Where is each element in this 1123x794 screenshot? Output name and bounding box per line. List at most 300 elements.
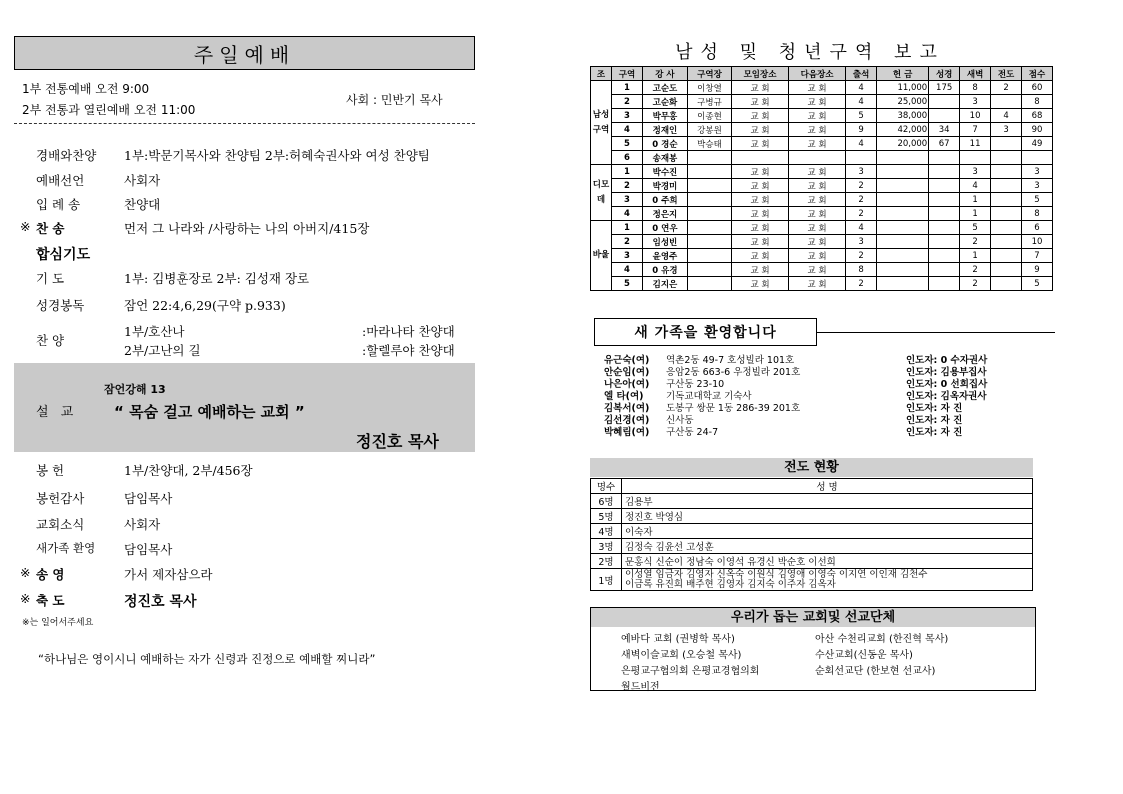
table-cell: 교 회 bbox=[789, 249, 846, 263]
table-cell: 49 bbox=[1022, 137, 1053, 151]
table-row bbox=[591, 193, 1053, 207]
table-row bbox=[591, 109, 1053, 123]
table-cell: 교 회 bbox=[731, 109, 788, 123]
names-line: 김용부 bbox=[625, 497, 653, 508]
sermon-label: 설 교 bbox=[36, 405, 78, 420]
table-cell: 이종현 bbox=[687, 109, 731, 123]
table-cell: 5 bbox=[612, 277, 643, 291]
table-cell: 교 회 bbox=[731, 165, 788, 179]
table-cell: 정은지 bbox=[642, 207, 687, 221]
table-cell bbox=[687, 165, 731, 179]
table-cell: 교 회 bbox=[789, 165, 846, 179]
table-cell: 6 bbox=[612, 151, 643, 165]
family-address: 역촌2동 49-7 호성빌라 101호 bbox=[666, 355, 795, 366]
table-cell bbox=[929, 221, 960, 235]
table-cell: 박무홍 bbox=[642, 109, 687, 123]
table-cell bbox=[877, 277, 929, 291]
report-body bbox=[591, 81, 1053, 291]
evangelism-title: 전도 현황 bbox=[590, 458, 1033, 477]
table-row bbox=[591, 81, 1053, 95]
family-guide: 인도자: 김용부집사 bbox=[906, 367, 987, 378]
table-cell: 4 bbox=[612, 207, 643, 221]
table-cell: 임성빈 bbox=[642, 235, 687, 249]
table-cell: 2 bbox=[612, 95, 643, 109]
table-cell: 박수진 bbox=[642, 165, 687, 179]
table-cell bbox=[991, 221, 1022, 235]
table-cell bbox=[991, 165, 1022, 179]
table-cell bbox=[991, 277, 1022, 291]
sermon-preacher: 정진호 목사 bbox=[356, 432, 439, 451]
table-cell: 2 bbox=[612, 179, 643, 193]
order-value: 1부: 김병훈장로 2부: 김성재 장로 bbox=[124, 271, 310, 286]
order-value: 담임목사 bbox=[124, 542, 173, 557]
table-cell bbox=[877, 235, 929, 249]
table-cell: 교 회 bbox=[789, 263, 846, 277]
table-cell: 4 bbox=[846, 137, 877, 151]
col-header: 구역 bbox=[612, 67, 643, 81]
table-cell: 5 bbox=[1022, 193, 1053, 207]
family-row bbox=[604, 376, 1024, 388]
table-row bbox=[591, 249, 1053, 263]
table-cell: 2 bbox=[846, 179, 877, 193]
table-cell: 교 회 bbox=[789, 109, 846, 123]
service-time-1: 1부 전통예배 오전 9:00 bbox=[22, 82, 150, 96]
district-report-table bbox=[590, 66, 1053, 291]
order-label: 찬 송 bbox=[36, 221, 65, 236]
order-label: 찬 양 bbox=[36, 333, 65, 348]
table-row bbox=[591, 509, 1033, 524]
col-header: 명수 bbox=[591, 479, 622, 494]
divider bbox=[817, 332, 1055, 333]
family-guide: 인도자: 0 선희집사 bbox=[906, 379, 988, 390]
names-line: 이성열 임금자 김영자 신옥숙 이원식 김영애 이영숙 이지연 이인재 김천수 bbox=[625, 569, 928, 580]
table-cell bbox=[929, 165, 960, 179]
table-cell: 고순화 bbox=[642, 95, 687, 109]
table-cell: 68 bbox=[1022, 109, 1053, 123]
table-cell: 구병규 bbox=[687, 95, 731, 109]
col-header: 성경 bbox=[929, 67, 960, 81]
stand-note: ※는 일어서주세요 bbox=[22, 618, 94, 628]
table-cell bbox=[991, 235, 1022, 249]
group-cell: 남성구역 bbox=[591, 81, 612, 165]
col-header: 출석 bbox=[846, 67, 877, 81]
order-value: 잠언 22:4,6,29(구약 p.933) bbox=[124, 298, 286, 313]
table-cell bbox=[929, 151, 960, 165]
table-cell bbox=[991, 95, 1022, 109]
table-cell bbox=[929, 179, 960, 193]
table-cell: 4 bbox=[612, 123, 643, 137]
table-cell bbox=[877, 249, 929, 263]
table-header-row bbox=[591, 479, 1033, 494]
count-cell: 3명 bbox=[591, 539, 622, 554]
table-cell: 1 bbox=[612, 165, 643, 179]
table-cell: 1 bbox=[612, 221, 643, 235]
table-cell bbox=[687, 207, 731, 221]
table-cell: 3 bbox=[991, 123, 1022, 137]
table-cell: 2 bbox=[960, 235, 991, 249]
table-cell: 교 회 bbox=[789, 179, 846, 193]
count-cell: 4명 bbox=[591, 524, 622, 539]
names-cell bbox=[622, 524, 1033, 539]
table-cell: 42,000 bbox=[877, 123, 929, 137]
table-cell: 2 bbox=[846, 207, 877, 221]
table-row bbox=[591, 539, 1033, 554]
table-cell: 5 bbox=[612, 137, 643, 151]
table-cell: 교 회 bbox=[789, 235, 846, 249]
table-cell: 38,000 bbox=[877, 109, 929, 123]
table-cell bbox=[991, 137, 1022, 151]
table-cell: 4 bbox=[991, 109, 1022, 123]
order-value: 담임목사 bbox=[124, 491, 173, 506]
support-box bbox=[590, 607, 1036, 691]
evangelism-table bbox=[590, 478, 1033, 591]
table-cell: 박승태 bbox=[687, 137, 731, 151]
names-cell bbox=[622, 554, 1033, 569]
table-row bbox=[591, 235, 1053, 249]
table-cell: 7 bbox=[1022, 249, 1053, 263]
table-cell: 송재봉 bbox=[642, 151, 687, 165]
col-header: 모임장소 bbox=[731, 67, 788, 81]
stand-mark: ※ bbox=[20, 591, 31, 606]
welcome-title: 새 가족을 환영합니다 bbox=[594, 318, 817, 346]
order-label: 예배선언 bbox=[36, 173, 85, 188]
count-cell: 1명 bbox=[591, 569, 622, 591]
table-cell: 8 bbox=[1022, 207, 1053, 221]
family-name: 나은아(여) bbox=[604, 379, 650, 390]
scripture-verse: “하나님은 영이시니 예배하는 자가 신령과 진정으로 예배할 찌니라” bbox=[38, 652, 376, 666]
table-cell: 6 bbox=[1022, 221, 1053, 235]
table-cell: 3 bbox=[1022, 179, 1053, 193]
table-cell bbox=[687, 277, 731, 291]
table-cell: 2 bbox=[846, 193, 877, 207]
names-line: 이금록 유진희 배주현 김영자 김지숙 이주자 김옥자 bbox=[625, 579, 836, 590]
table-cell bbox=[929, 235, 960, 249]
table-cell: 3 bbox=[612, 193, 643, 207]
family-row bbox=[604, 424, 1024, 436]
order-right: :마라나타 찬양대 bbox=[362, 324, 455, 339]
table-cell: 11 bbox=[960, 137, 991, 151]
family-name: 엘 타(여) bbox=[604, 391, 644, 402]
table-row bbox=[591, 554, 1033, 569]
family-address: 구산동 24-7 bbox=[666, 427, 719, 438]
table-row bbox=[591, 95, 1053, 109]
table-cell: 3 bbox=[846, 235, 877, 249]
family-name: 박혜림(여) bbox=[604, 427, 650, 438]
divider bbox=[14, 123, 475, 124]
col-header: 헌 금 bbox=[877, 67, 929, 81]
table-cell bbox=[877, 207, 929, 221]
table-cell bbox=[991, 193, 1022, 207]
names-cell bbox=[622, 569, 1033, 591]
names-line: 문홍식 신순이 정남숙 이영석 유경신 박순호 이선희 bbox=[625, 557, 836, 568]
table-cell bbox=[1022, 151, 1053, 165]
order-label: 새가족 환영 bbox=[36, 541, 96, 555]
sermon-box bbox=[14, 363, 475, 452]
table-row bbox=[591, 179, 1053, 193]
table-row bbox=[591, 569, 1033, 591]
support-item: 수산교회(신동운 목사) bbox=[815, 650, 913, 661]
table-cell: 교 회 bbox=[789, 193, 846, 207]
table-cell bbox=[877, 179, 929, 193]
order-value: 찬양대 bbox=[124, 197, 161, 212]
table-cell bbox=[687, 221, 731, 235]
table-cell: 교 회 bbox=[731, 263, 788, 277]
order-label: 봉 헌 bbox=[36, 463, 65, 478]
table-cell: 25,000 bbox=[877, 95, 929, 109]
table-cell bbox=[960, 151, 991, 165]
table-cell bbox=[877, 193, 929, 207]
order-value: 1부:박문기목사와 찬양팀 2부:허혜숙권사와 여성 찬양팀 bbox=[124, 148, 430, 163]
table-cell bbox=[789, 151, 846, 165]
table-cell: 10 bbox=[960, 109, 991, 123]
table-cell bbox=[929, 207, 960, 221]
table-header-row bbox=[591, 67, 1053, 81]
table-cell: 3 bbox=[960, 95, 991, 109]
order-label: 입 례 송 bbox=[36, 197, 81, 212]
support-item: 은평교구협의회 은평교경협의회 bbox=[621, 666, 760, 677]
col-header: 강 사 bbox=[642, 67, 687, 81]
table-cell: 0 경순 bbox=[642, 137, 687, 151]
family-address: 신사동 bbox=[666, 415, 694, 426]
order-value: 사회자 bbox=[124, 517, 161, 532]
order-value: 먼저 그 나라와 /사랑하는 나의 아버지/415장 bbox=[124, 221, 370, 236]
table-row bbox=[591, 494, 1033, 509]
table-cell: 교 회 bbox=[731, 123, 788, 137]
family-guide: 인도자: 김옥자권사 bbox=[906, 391, 987, 402]
order-value: 사회자 bbox=[124, 173, 161, 188]
table-cell: 윤영주 bbox=[642, 249, 687, 263]
table-cell: 교 회 bbox=[731, 235, 788, 249]
col-header: 다음장소 bbox=[789, 67, 846, 81]
table-cell: 4 bbox=[846, 221, 877, 235]
order-label: 교회소식 bbox=[36, 517, 85, 532]
table-cell: 교 회 bbox=[731, 179, 788, 193]
table-cell bbox=[929, 249, 960, 263]
family-row bbox=[604, 400, 1024, 412]
table-row bbox=[591, 277, 1053, 291]
group-cell: 디모데 bbox=[591, 165, 612, 221]
family-guide: 인도자: 0 수자권사 bbox=[906, 355, 988, 366]
names-line: 김정숙 김윤선 고성훈 bbox=[625, 542, 714, 553]
names-cell bbox=[622, 509, 1033, 524]
table-cell: 교 회 bbox=[731, 277, 788, 291]
table-cell: 정재인 bbox=[642, 123, 687, 137]
table-cell: 11,000 bbox=[877, 81, 929, 95]
table-cell: 박경미 bbox=[642, 179, 687, 193]
table-cell: 1 bbox=[960, 207, 991, 221]
order-label: 축 도 bbox=[36, 593, 65, 608]
table-cell bbox=[929, 95, 960, 109]
sermon-series: 잠언강해 13 bbox=[104, 383, 166, 396]
table-cell: 5 bbox=[846, 109, 877, 123]
evangelism-body bbox=[591, 479, 1033, 591]
family-name: 안순임(여) bbox=[604, 367, 650, 378]
table-cell: 고순도 bbox=[642, 81, 687, 95]
table-cell bbox=[687, 193, 731, 207]
table-cell: 교 회 bbox=[789, 277, 846, 291]
table-cell bbox=[929, 193, 960, 207]
host-text: 사회 : 민반기 목사 bbox=[346, 93, 443, 107]
table-cell: 5 bbox=[960, 221, 991, 235]
table-cell: 김지은 bbox=[642, 277, 687, 291]
table-cell: 교 회 bbox=[731, 207, 788, 221]
table-cell bbox=[846, 151, 877, 165]
table-cell: 교 회 bbox=[789, 207, 846, 221]
table-cell bbox=[877, 263, 929, 277]
family-address: 도봉구 쌍문 1동 286-39 201호 bbox=[666, 403, 801, 414]
table-cell: 교 회 bbox=[731, 249, 788, 263]
stand-mark: ※ bbox=[20, 565, 31, 580]
table-cell: 3 bbox=[612, 109, 643, 123]
table-cell bbox=[991, 249, 1022, 263]
table-cell: 3 bbox=[1022, 165, 1053, 179]
table-cell bbox=[687, 263, 731, 277]
table-cell: 8 bbox=[1022, 95, 1053, 109]
table-cell: 1 bbox=[612, 81, 643, 95]
table-cell: 9 bbox=[846, 123, 877, 137]
table-cell: 2 bbox=[960, 263, 991, 277]
table-cell: 교 회 bbox=[731, 193, 788, 207]
table-row bbox=[591, 207, 1053, 221]
support-item: 새벽이슬교회 (오승철 목사) bbox=[621, 650, 742, 661]
support-item: 예바다 교회 (권병학 목사) bbox=[621, 634, 735, 645]
family-name: 김복서(여) bbox=[604, 403, 650, 414]
family-guide: 인도자: 자 진 bbox=[906, 403, 963, 414]
family-address: 구산동 23-10 bbox=[666, 379, 725, 390]
table-cell: 1 bbox=[960, 193, 991, 207]
names-line: 이숙자 bbox=[625, 527, 653, 538]
count-cell: 5명 bbox=[591, 509, 622, 524]
order-label: 봉헌감사 bbox=[36, 491, 85, 506]
table-cell bbox=[991, 207, 1022, 221]
table-row bbox=[591, 524, 1033, 539]
table-cell bbox=[687, 151, 731, 165]
table-cell bbox=[929, 109, 960, 123]
stand-mark: ※ bbox=[20, 219, 31, 234]
table-cell: 0 연우 bbox=[642, 221, 687, 235]
table-row bbox=[591, 151, 1053, 165]
table-cell: 교 회 bbox=[731, 95, 788, 109]
table-cell: 10 bbox=[1022, 235, 1053, 249]
table-cell: 교 회 bbox=[789, 123, 846, 137]
table-cell bbox=[687, 179, 731, 193]
family-address: 응암2동 663-6 우정빌라 201호 bbox=[666, 367, 801, 378]
order-value: 1부/찬양대, 2부/456장 bbox=[124, 463, 253, 478]
order-value: 1부/호산나 bbox=[124, 324, 185, 339]
table-cell: 4 bbox=[960, 179, 991, 193]
names-cell bbox=[622, 539, 1033, 554]
support-item: 아산 수천리교회 (한진혁 목사) bbox=[815, 634, 949, 645]
col-header: 성 명 bbox=[622, 479, 1033, 494]
support-title: 우리가 돕는 교회및 선교단체 bbox=[591, 608, 1035, 627]
table-cell bbox=[731, 151, 788, 165]
table-cell: 교 회 bbox=[731, 81, 788, 95]
table-cell: 교 회 bbox=[789, 137, 846, 151]
col-header: 점수 bbox=[1022, 67, 1053, 81]
table-cell: 교 회 bbox=[789, 81, 846, 95]
order-label: 송 영 bbox=[36, 567, 65, 582]
col-header: 조 bbox=[591, 67, 612, 81]
table-cell: 강봉원 bbox=[687, 123, 731, 137]
order-value: 가서 제자삼으라 bbox=[124, 567, 213, 582]
group-cell: 바울 bbox=[591, 221, 612, 291]
table-cell: 교 회 bbox=[789, 95, 846, 109]
family-name: 유근숙(여) bbox=[604, 355, 650, 366]
names-line: 정진호 박영심 bbox=[625, 512, 684, 523]
family-address: 기독교대학교 기숙사 bbox=[666, 391, 752, 402]
family-row bbox=[604, 412, 1024, 424]
table-cell: 2 bbox=[960, 277, 991, 291]
table-cell: 4 bbox=[846, 81, 877, 95]
order-value: 2부/고난의 길 bbox=[124, 343, 201, 358]
table-cell: 60 bbox=[1022, 81, 1053, 95]
table-cell: 2 bbox=[612, 235, 643, 249]
table-cell: 4 bbox=[846, 95, 877, 109]
family-guide: 인도자: 자 진 bbox=[906, 415, 963, 426]
table-row bbox=[591, 263, 1053, 277]
family-guide: 인도자: 자 진 bbox=[906, 427, 963, 438]
table-cell: 4 bbox=[612, 263, 643, 277]
count-cell: 2명 bbox=[591, 554, 622, 569]
table-cell: 5 bbox=[1022, 277, 1053, 291]
names-cell bbox=[622, 494, 1033, 509]
table-row bbox=[591, 221, 1053, 235]
order-label: 성경봉독 bbox=[36, 298, 85, 313]
table-row bbox=[591, 123, 1053, 137]
table-cell bbox=[929, 277, 960, 291]
sermon-title: “ 목숨 걸고 예배하는 교회 ” bbox=[114, 403, 305, 421]
order-label: 기 도 bbox=[36, 271, 65, 286]
table-cell: 34 bbox=[929, 123, 960, 137]
order-label: 합심기도 bbox=[36, 247, 91, 263]
col-header: 구역장 bbox=[687, 67, 731, 81]
order-label: 경배와찬양 bbox=[36, 148, 97, 163]
order-right: :할렐루야 찬양대 bbox=[362, 343, 455, 358]
table-cell: 1 bbox=[960, 249, 991, 263]
table-cell bbox=[687, 249, 731, 263]
table-cell bbox=[991, 263, 1022, 277]
table-row bbox=[591, 137, 1053, 151]
table-cell: 67 bbox=[929, 137, 960, 151]
table-cell bbox=[877, 165, 929, 179]
table-cell: 20,000 bbox=[877, 137, 929, 151]
family-row bbox=[604, 364, 1024, 376]
table-cell: 8 bbox=[960, 81, 991, 95]
table-cell: 교 회 bbox=[731, 221, 788, 235]
table-cell: 90 bbox=[1022, 123, 1053, 137]
table-cell bbox=[877, 221, 929, 235]
family-name: 김선경(여) bbox=[604, 415, 650, 426]
order-value: 정진호 목사 bbox=[124, 594, 197, 610]
col-header: 새벽 bbox=[960, 67, 991, 81]
table-cell bbox=[929, 263, 960, 277]
support-item: 월드비전 bbox=[621, 682, 660, 693]
table-cell: 9 bbox=[1022, 263, 1053, 277]
table-cell: 2 bbox=[991, 81, 1022, 95]
table-cell: 교 회 bbox=[731, 137, 788, 151]
table-cell: 2 bbox=[846, 277, 877, 291]
table-cell: 3 bbox=[612, 249, 643, 263]
family-row bbox=[604, 352, 1024, 364]
table-cell: 0 주희 bbox=[642, 193, 687, 207]
table-cell: 175 bbox=[929, 81, 960, 95]
table-cell: 3 bbox=[960, 165, 991, 179]
support-item: 순회선교단 (한보현 선교사) bbox=[815, 666, 936, 677]
table-cell bbox=[687, 235, 731, 249]
page-title: 주일예배 bbox=[14, 36, 475, 70]
table-cell bbox=[991, 179, 1022, 193]
table-cell: 2 bbox=[846, 249, 877, 263]
